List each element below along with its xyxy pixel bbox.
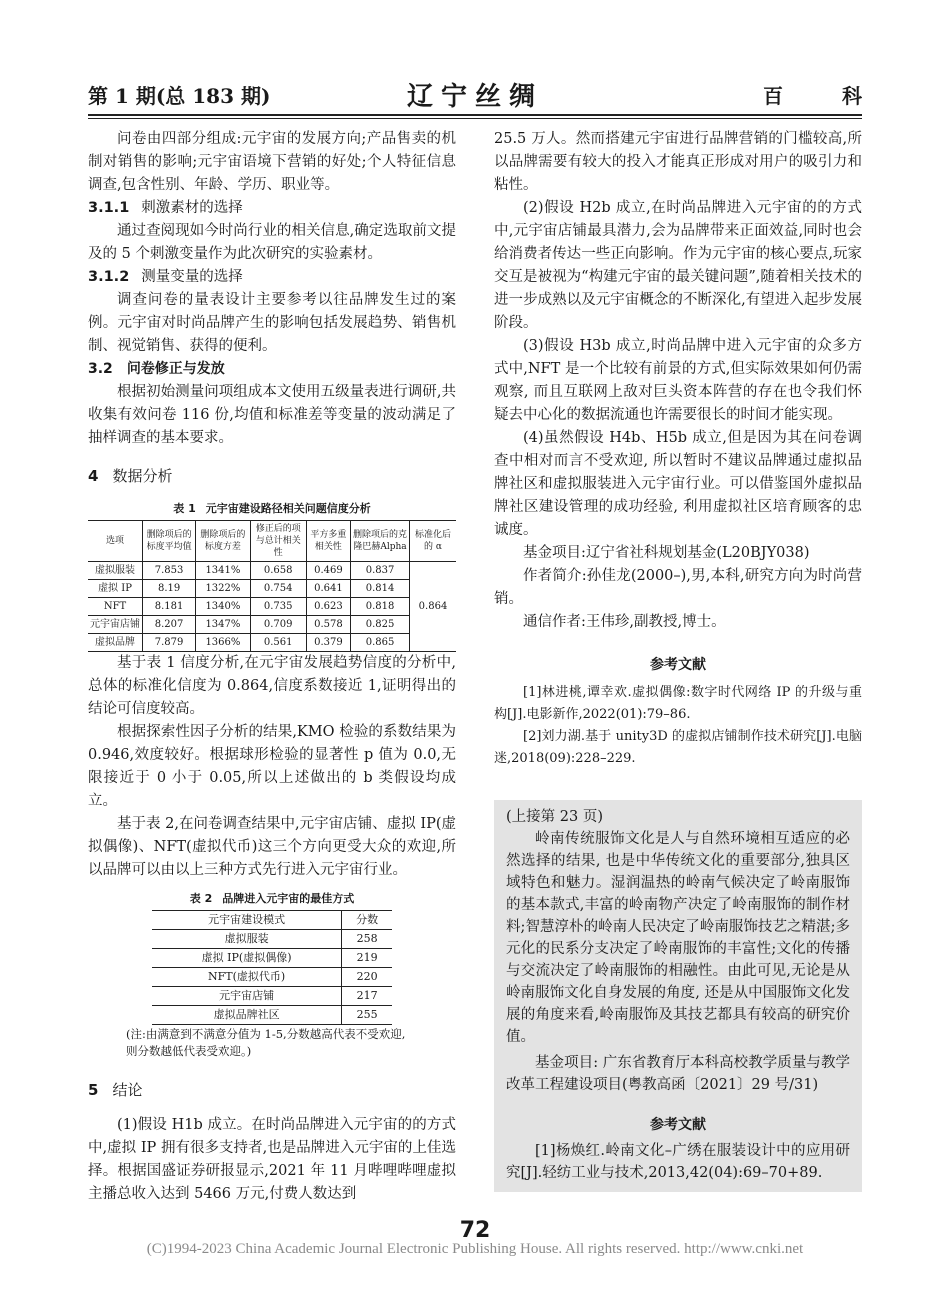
table-cell: 0.623 — [306, 598, 350, 616]
table-cell: 虚拟服装 — [88, 562, 143, 580]
table-cell: 虚拟服装 — [152, 930, 342, 949]
section-title: 结论 — [112, 1081, 143, 1099]
paragraph: (1)假设 H1b 成立。在时尚品牌进入元宇宙的的方式中,虚拟 IP 拥有很多支持者,也是品牌进入元宇宙的上佳选择。根据国盛证券研报显示,2021 年 11 月哔哩哔哩虚拟主播总收入达到 5466 万元,付费人数达到 — [88, 1117, 456, 1202]
table-cell: 219 — [342, 949, 392, 968]
section-heading — [88, 358, 456, 381]
table-cell: 0.578 — [306, 616, 350, 634]
table-row — [88, 562, 456, 580]
table-header-cell: 修正后的项与总计相关性 — [250, 521, 306, 562]
section-heading — [88, 464, 456, 488]
table-number: 表 1 — [173, 502, 196, 515]
table-cell: 0.379 — [306, 634, 350, 652]
table-cell: 220 — [342, 968, 392, 987]
table-cell: 258 — [342, 930, 392, 949]
table-cell: 0.735 — [250, 598, 306, 616]
section-title: 问卷修正与发放 — [126, 361, 225, 377]
left-column — [88, 128, 456, 1206]
continuation-label: (上接第 23 页) — [506, 809, 603, 825]
page-number: 72 — [459, 1218, 491, 1243]
paragraph: 调查问卷的量表设计主要参考以往品牌发生过的案例。元宇宙对时尚品牌产生的影响包括发展趋势、销售机制、视觉销售、获得的便利。 — [88, 292, 456, 354]
entry-method-table — [152, 910, 392, 1025]
paragraph: 基于表 1 信度分析,在元宇宙发展趋势信度的分析中,总体的标准化信度为 0.864,信度系数接近 1,证明得出的结论可信度较高。 — [88, 655, 456, 717]
reference-item: [1]杨焕红.岭南文化–广绣在服装设计中的应用研究[J].轻纺工业与技术,2013,42(04):69–70+89. — [506, 1143, 850, 1181]
table-cell: 7.853 — [143, 562, 196, 580]
table-header-cell: 删除项后的克隆巴赫Alpha — [351, 521, 410, 562]
header-rule-thick — [88, 114, 862, 116]
table-cell: 元宇宙店铺 — [88, 616, 143, 634]
table-row — [152, 949, 392, 968]
corresponding-author: 通信作者:王伟珍,副教授,博士。 — [523, 614, 726, 630]
paragraph: 基于表 2,在问卷调查结果中,元宇宙店铺、虚拟 IP(虚拟偶像)、NFT(虚拟代币)这三个方向更受大众的欢迎,所以品牌可以由以上三种方式先行进入元宇宙行业。 — [88, 816, 456, 878]
table-row — [152, 1006, 392, 1025]
funding-note: 基金项目: 广东省教育厅本科高校教学质量与教学改革工程建设项目(粤教高函〔2021〕29 号/31) — [506, 1055, 850, 1093]
table-cell: 0.837 — [351, 562, 410, 580]
table-cell: 1322% — [196, 580, 250, 598]
table-title: 品牌进入元宇宙的最佳方式 — [222, 892, 355, 905]
table-cell: 217 — [342, 987, 392, 1006]
table-cell: 0.641 — [306, 580, 350, 598]
table-cell: 8.19 — [143, 580, 196, 598]
right-column — [494, 128, 862, 770]
table-cell-alpha: 0.864 — [410, 562, 457, 652]
section-heading — [88, 1078, 456, 1102]
table-cell: 虚拟品牌社区 — [152, 1006, 342, 1025]
table-note: (注:由满意到不满意分值为 1-5,分数越高代表不受欢迎,则分数越低代表受欢迎。) — [126, 1027, 406, 1058]
table-header-cell: 分数 — [342, 911, 392, 930]
running-header — [88, 74, 888, 114]
subsection-title: 刺激素材的选择 — [141, 200, 243, 216]
table-caption — [88, 500, 456, 518]
table-caption — [88, 890, 456, 908]
table-row — [152, 930, 392, 949]
funding-note: 基金项目:辽宁省社科规划基金(L20BJY038) — [523, 545, 810, 561]
table-cell: 0.825 — [351, 616, 410, 634]
table-header-cell: 平方多重相关性 — [306, 521, 350, 562]
table-row — [88, 598, 456, 616]
reference-item: [1]林进桃,谭幸欢.虚拟偶像:数字时代网络 IP 的升级与重构[J].电影新作,2022(01):79–86. — [494, 685, 862, 722]
table-cell: NFT — [88, 598, 143, 616]
continuation-box — [494, 800, 862, 1192]
table-cell: 8.181 — [143, 598, 196, 616]
references-heading: 参考文献 — [650, 657, 706, 673]
table-header-cell: 删除项后的标度平均值 — [143, 521, 196, 562]
paragraph: 根据初始测量问项组成本文使用五级量表进行调研,共收集有效问卷 116 份,均值和标准差等变量的波动满足了抽样调查的基本要求。 — [88, 384, 456, 446]
subsection-number: 3.1.2 — [88, 269, 130, 285]
table-cell: 255 — [342, 1006, 392, 1025]
table-cell: 1341% — [196, 562, 250, 580]
table-cell: 0.818 — [351, 598, 410, 616]
table-cell: NFT(虚拟代币) — [152, 968, 342, 987]
paragraph: (3)假设 H3b 成立,时尚品牌中进入元宇宙的众多方式中,NFT 是一个比较有前景的方式,但实际效果如何仍需观察, 而且互联网上敌对巨头资本阵营的存在也令我们怀疑去中心化的数据流通也许需要很长的时间才能实现。 — [494, 338, 862, 423]
table-cell: 虚拟 IP(虚拟偶像) — [152, 949, 342, 968]
paragraph: 25.5 万人。然而搭建元宇宙进行品牌营销的门槛较高,所以品牌需要有较大的投入才能真正形成对用户的吸引力和粘性。 — [494, 131, 862, 193]
paragraph: (2)假设 H2b 成立,在时尚品牌进入元宇宙的的方式中,元宇宙店铺最具潜力,会为品牌带来正面效益,同时也会给消费者传达一些正向影响。作为元宇宙的核心要点,玩家交互是被视为“构建元宇宙的最关键问题”,随着相关技术的进一步成熟以及元宇宙概念的不断深化,有望进入起步发展阶段。 — [494, 200, 862, 331]
paragraph: 根据探索性因子分析的结果,KMO 检验的系数结果为 0.946,效度较好。根据球形检验的显著性 p 值为 0.0,无限接近于 0 小于 0.05,所以上述做出的 b 类假设均成立。 — [88, 724, 456, 809]
subsection-title: 测量变量的选择 — [141, 269, 243, 285]
table-header-row — [88, 521, 456, 562]
table-title: 元宇宙建设路径相关问题信度分析 — [205, 502, 371, 515]
table-cell: 1366% — [196, 634, 250, 652]
table-cell: 0.814 — [351, 580, 410, 598]
table-header-cell: 标准化后的 α — [410, 521, 457, 562]
section-number: 3.2 — [88, 361, 113, 377]
table-cell: 0.658 — [250, 562, 306, 580]
subsection-heading — [88, 266, 456, 289]
table-row — [88, 580, 456, 598]
section-title: 数据分析 — [112, 467, 173, 485]
section-number: 4 — [88, 467, 99, 485]
header-rule-thin — [88, 118, 862, 119]
table-cell: 0.865 — [351, 634, 410, 652]
author-bio: 作者简介:孙佳龙(2000–),男,本科,研究方向为时尚营销。 — [494, 568, 862, 607]
table-cell: 0.709 — [250, 616, 306, 634]
reliability-table — [88, 520, 456, 652]
table-cell: 0.469 — [306, 562, 350, 580]
reference-item: [2]刘力湖.基于 unity3D 的虚拟店铺制作技术研究[J].电脑迷,2018(09):228–229. — [494, 729, 862, 766]
table-header-cell: 删除项后的标度方差 — [196, 521, 250, 562]
paragraph: (4)虽然假设 H4b、H5b 成立,但是因为其在问卷调查中相对而言不受欢迎, 所以暂时不建议品牌通过虚拟品牌社区和虚拟服装进入元宇宙行业。可以借鉴国外虚拟品牌社区建设管理的成功经验, 利用虚拟社区培育顾客的忠诚度。 — [494, 430, 862, 538]
table-cell: 1347% — [196, 616, 250, 634]
table-number: 表 2 — [189, 892, 213, 905]
table-cell: 7.879 — [143, 634, 196, 652]
table-row — [152, 968, 392, 987]
table-header-row — [152, 911, 392, 930]
table-row — [88, 634, 456, 652]
table-cell: 元宇宙店铺 — [152, 987, 342, 1006]
table-cell: 1340% — [196, 598, 250, 616]
table-cell: 虚拟品牌 — [88, 634, 143, 652]
references-heading: 参考文献 — [650, 1117, 706, 1133]
subsection-heading — [88, 197, 456, 220]
table-cell: 0.561 — [250, 634, 306, 652]
paragraph: 岭南传统服饰文化是人与自然环境相互适应的必然选择的结果, 也是中华传统文化的重要部分,独具区域特色和魅力。湿润温热的岭南气候决定了岭南服饰的基本款式,丰富的岭南物产决定了岭南服饰的制作材料;智慧淳朴的岭南人民决定了岭南服饰技艺之精湛;多元化的民系分支决定了岭南服饰的丰富性;文化的传播与交流决定了岭南服饰的相融性。由此可见,无论是从岭南服饰文化自身发展的角度, 还是从中国服饰文化发展的角度来看,岭南服饰及其技艺都具有较高的研究价值。 — [506, 831, 850, 1045]
section-category: 百 科 — [763, 84, 888, 108]
table-cell: 0.754 — [250, 580, 306, 598]
journal-title: 辽宁丝绸 — [406, 82, 543, 112]
table-row — [152, 987, 392, 1006]
paragraph: 通过查阅现如今时尚行业的相关信息,确定选取前文提及的 5 个刺激变量作为此次研究的实验素材。 — [88, 223, 456, 262]
table-header-cell: 选项 — [88, 521, 143, 562]
subsection-number: 3.1.1 — [88, 200, 130, 216]
table-row — [88, 616, 456, 634]
table-header-cell: 元宇宙建设模式 — [152, 911, 342, 930]
table-cell: 虚拟 IP — [88, 580, 143, 598]
section-number: 5 — [88, 1081, 99, 1099]
copyright-footer: (C)1994-2023 China Academic Journal Electronic Publishing House. All rights reserved. http://www.cnki.net — [146, 1241, 804, 1257]
table-cell: 8.207 — [143, 616, 196, 634]
issue-label: 第 1 期(总 183 期) — [88, 84, 271, 108]
paragraph: 问卷由四部分组成:元宇宙的发展方向;产品售卖的机制对销售的影响;元宇宙语境下营销的好处;个人特征信息调查,包含性别、年龄、学历、职业等。 — [88, 131, 456, 193]
